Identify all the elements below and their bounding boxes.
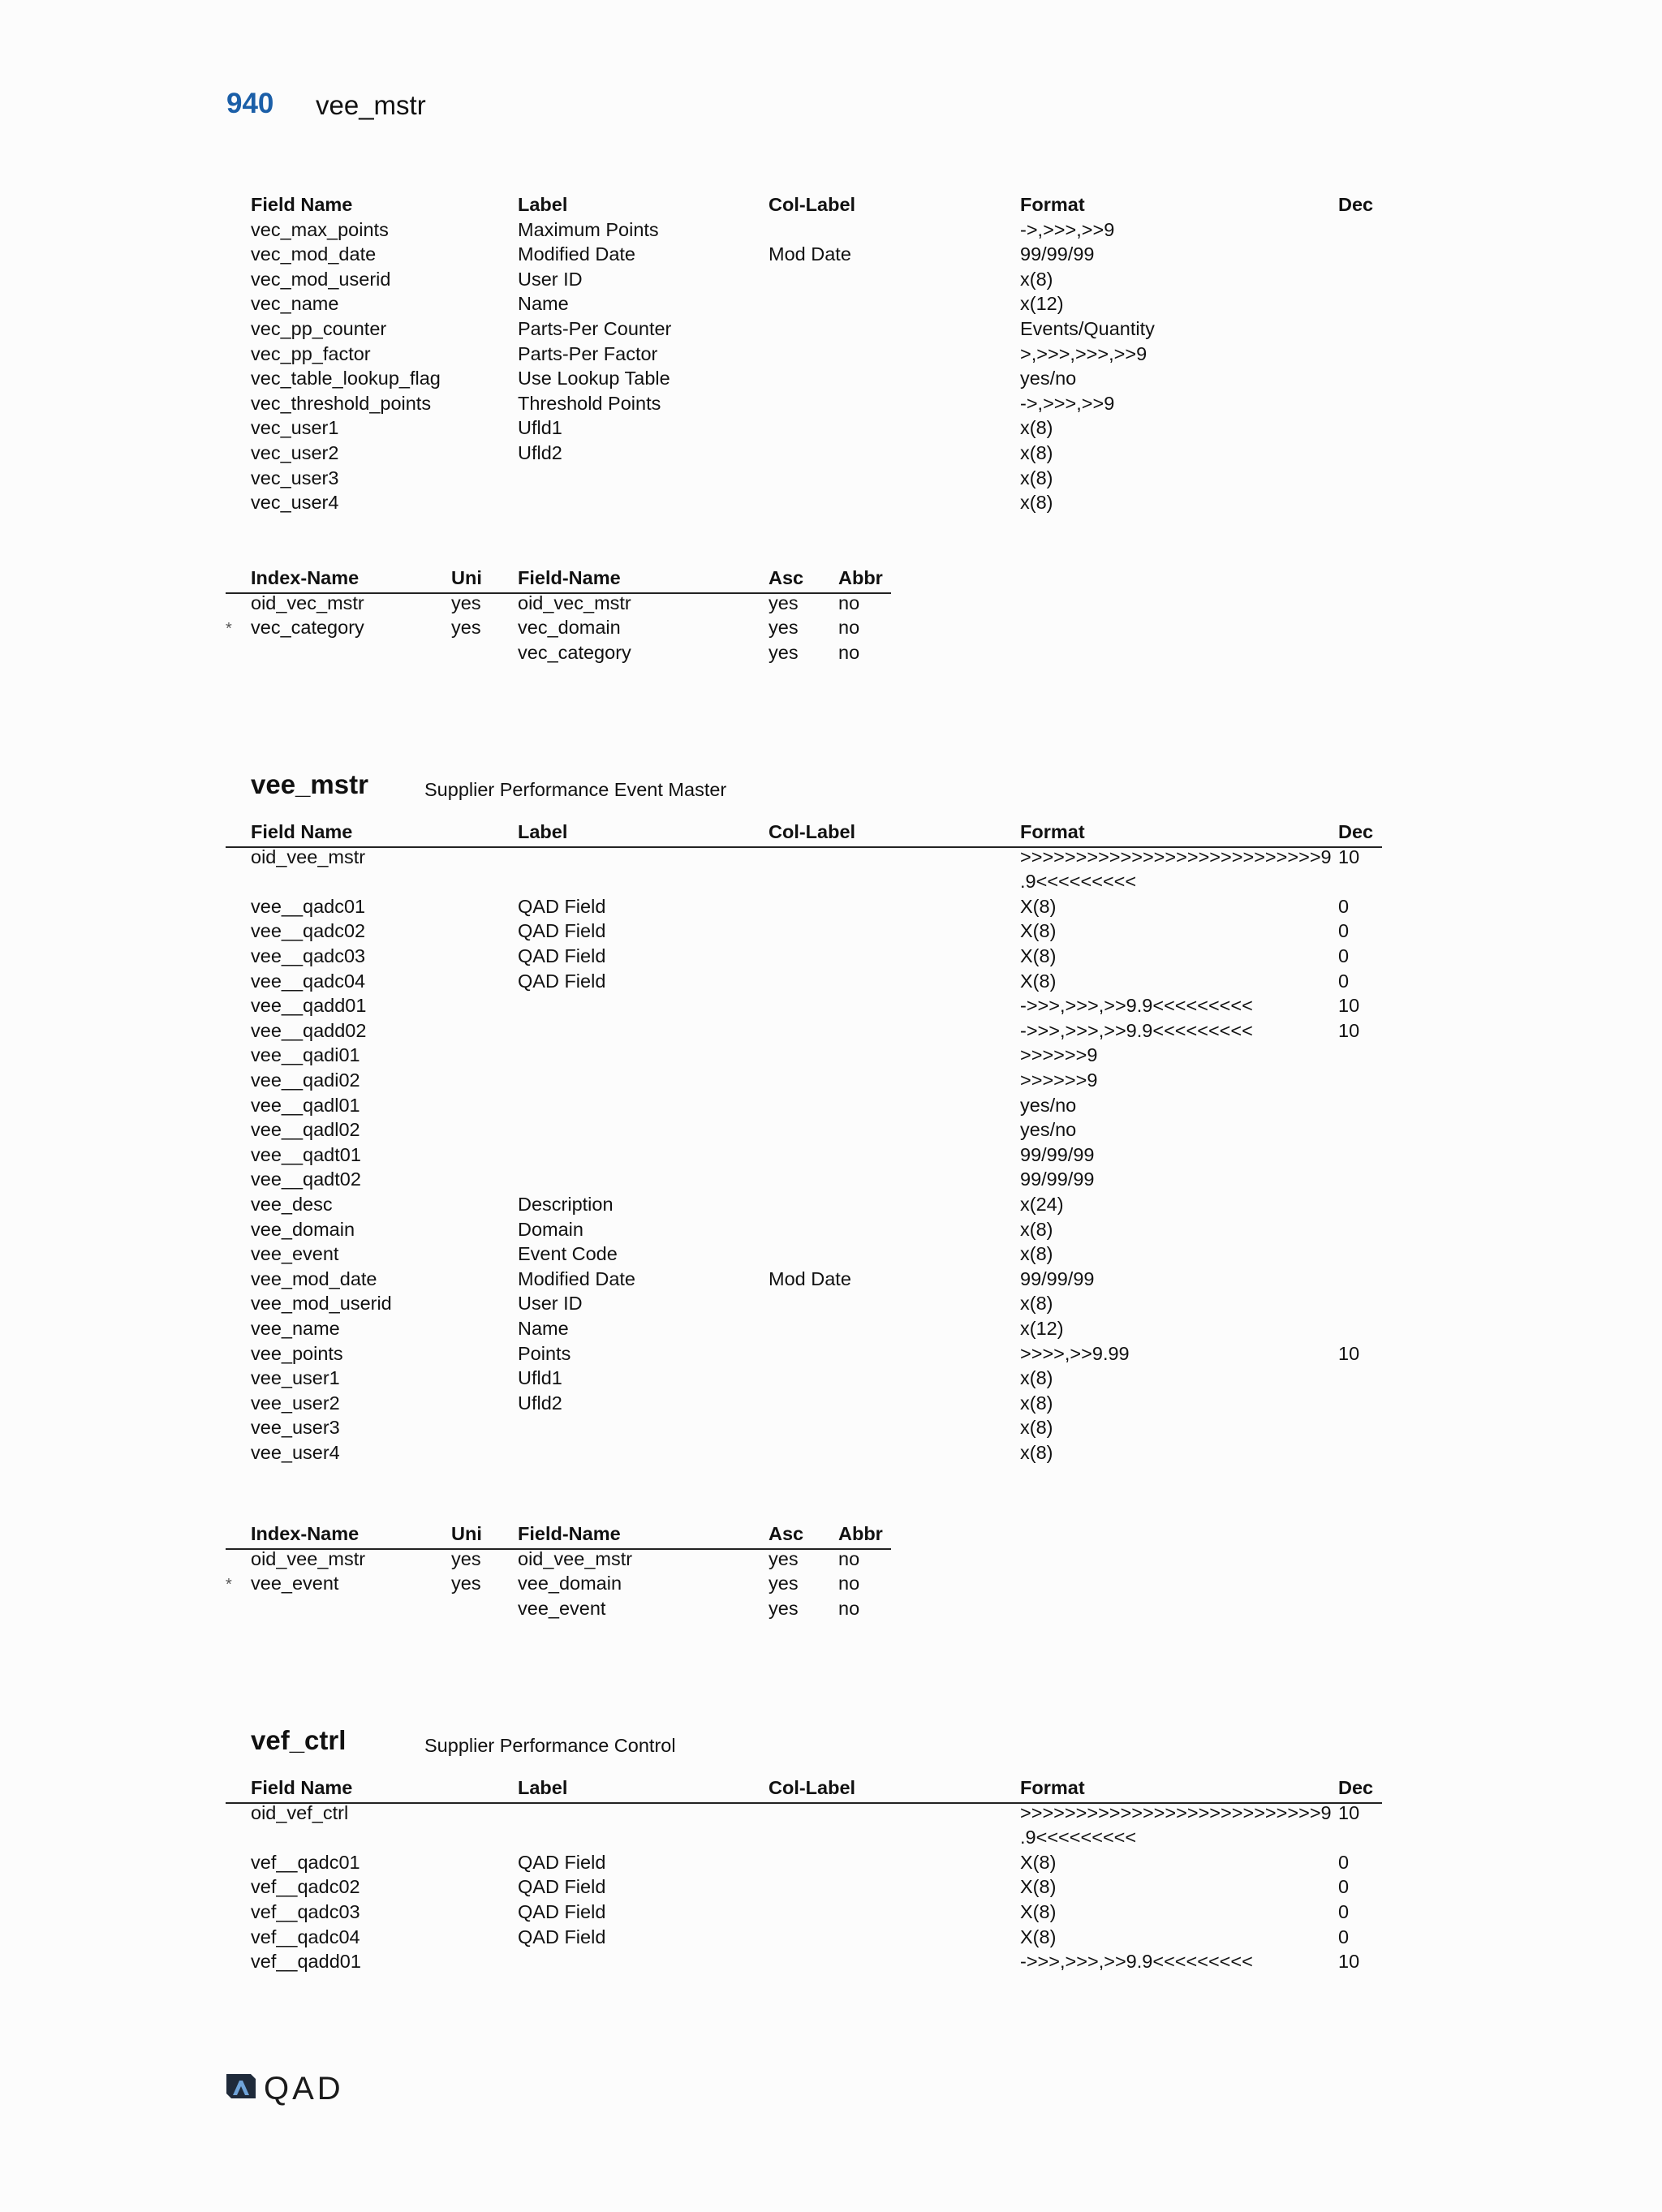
index-name-cell: vee_event (251, 1573, 339, 1594)
field-name-cell: vee_user3 (251, 1417, 340, 1439)
page-title: vee_mstr (316, 90, 426, 120)
table-row (226, 467, 1382, 493)
dec-cell: 0 (1338, 895, 1350, 917)
column-header: Label (518, 821, 568, 842)
format-cell: ->>>,>>>,>>9.9<<<<<<<<< (1020, 1951, 1253, 1973)
table-row (226, 1219, 1382, 1244)
index-row (226, 1548, 891, 1573)
vec-index-table (226, 567, 891, 666)
ascending-cell: yes (769, 1597, 799, 1619)
table-row (226, 1901, 1382, 1926)
format-cell: X(8) (1020, 895, 1057, 917)
table-row (226, 970, 1382, 996)
label-cell: Event Code (518, 1243, 618, 1265)
format-cell: x(12) (1020, 293, 1064, 315)
format-cell: >>>>>>>>>>>>>>>>>>>>>>>>>>>9 (1020, 1801, 1332, 1823)
table-row (226, 945, 1382, 970)
column-header: Format (1020, 1777, 1085, 1798)
format-cell: >>>>>>9 (1020, 1044, 1098, 1066)
table-header-row (226, 567, 891, 594)
format-cell: X(8) (1020, 1901, 1057, 1922)
index-name-cell: oid_vee_mstr (251, 1547, 366, 1569)
table-row (226, 896, 1382, 921)
field-name-cell: vec_user2 (251, 442, 339, 463)
format-cell: >>>>>>9 (1020, 1069, 1098, 1091)
label-cell: User ID (518, 1293, 583, 1315)
field-name-cell: vee_user4 (251, 1442, 340, 1463)
index-field-cell: oid_vee_mstr (518, 1547, 633, 1569)
field-name-cell: vee__qadt01 (251, 1143, 361, 1165)
field-name-cell: vee__qadc02 (251, 920, 366, 942)
label-cell: Maximum Points (518, 218, 659, 240)
field-name-cell: vec_mod_userid (251, 268, 391, 290)
label-cell: Domain (518, 1218, 583, 1240)
format-cell: yes/no (1020, 368, 1077, 389)
field-name-cell: vec_user1 (251, 417, 339, 439)
label-cell: User ID (518, 268, 583, 290)
table-row (226, 1243, 1382, 1268)
format-cell: ->>>,>>>,>>9.9<<<<<<<<< (1020, 995, 1253, 1017)
format-cell: X(8) (1020, 970, 1057, 992)
field-name-cell: vee_name (251, 1318, 340, 1339)
table-row (226, 442, 1382, 467)
vee-field-table (226, 821, 1382, 1467)
ascending-cell: yes (769, 592, 799, 613)
field-name-cell: vec_pp_counter (251, 318, 387, 339)
table-row (226, 1827, 1382, 1852)
field-name-cell: vee_mod_userid (251, 1293, 392, 1315)
index-row (226, 617, 891, 642)
table-row (226, 1852, 1382, 1877)
field-name-cell: vef__qadc04 (251, 1926, 360, 1947)
dec-cell: 0 (1338, 1876, 1350, 1898)
dec-cell: 0 (1338, 1901, 1350, 1922)
table-header-row (226, 821, 1382, 848)
field-name-cell: vee_user2 (251, 1392, 340, 1414)
table-title: vee_mstr (251, 769, 368, 799)
table-row (226, 1020, 1382, 1045)
table-row (226, 343, 1382, 368)
column-header: Col-Label (769, 194, 856, 215)
format-cell: yes/no (1020, 1094, 1077, 1116)
primary-index-marker: * (226, 1576, 232, 1594)
abbreviated-cell: no (838, 1573, 860, 1594)
format-cell: x(8) (1020, 492, 1053, 514)
abbreviated-cell: no (838, 1547, 860, 1569)
table-row (226, 1343, 1382, 1368)
column-header: Label (518, 1777, 568, 1798)
unique-cell: yes (451, 1573, 481, 1594)
label-cell: QAD Field (518, 970, 606, 992)
table-description: Supplier Performance Event Master (424, 779, 727, 800)
format-cell: yes/no (1020, 1119, 1077, 1141)
format-cell: Events/Quantity (1020, 318, 1155, 339)
table-row (226, 1392, 1382, 1418)
format-cell: x(8) (1020, 1442, 1053, 1463)
column-header: Abbr (838, 1523, 883, 1544)
dec-cell: 0 (1338, 945, 1350, 966)
label-cell: QAD Field (518, 1876, 606, 1898)
table-description: Supplier Performance Control (424, 1735, 676, 1756)
table-row (226, 1144, 1382, 1169)
col-label-cell: Mod Date (769, 1267, 851, 1289)
index-row (226, 592, 891, 618)
table-row (226, 293, 1382, 318)
format-cell: ->,>>>,>>9 (1020, 218, 1115, 240)
table-row (226, 417, 1382, 442)
format-cell: x(8) (1020, 442, 1053, 463)
table-row (226, 1876, 1382, 1901)
format-cell: >>>>,>>9.99 (1020, 1342, 1130, 1364)
field-name-cell: vee__qadl02 (251, 1119, 360, 1141)
dec-cell: 10 (1338, 995, 1360, 1017)
label-cell: Modified Date (518, 243, 635, 265)
format-cell: x(8) (1020, 1392, 1053, 1414)
table-row (226, 846, 1382, 871)
label-cell: QAD Field (518, 1851, 606, 1873)
format-cell: X(8) (1020, 1851, 1057, 1873)
table-row (226, 995, 1382, 1020)
dec-cell: 10 (1338, 846, 1360, 867)
column-header: Field Name (251, 1777, 353, 1798)
format-cell: 99/99/99 (1020, 243, 1095, 265)
column-header: Label (518, 194, 568, 215)
index-field-cell: vec_category (518, 641, 631, 663)
format-cell: x(24) (1020, 1194, 1064, 1215)
format-cell: x(12) (1020, 1318, 1064, 1339)
table-header-row (226, 194, 1382, 219)
table-row (226, 1119, 1382, 1144)
field-name-cell: vec_mod_date (251, 243, 377, 265)
format-cell: .9<<<<<<<<< (1020, 1827, 1137, 1848)
unique-cell: yes (451, 1547, 481, 1569)
unique-cell: yes (451, 592, 481, 613)
primary-index-marker: * (226, 620, 232, 639)
label-cell: Ufld1 (518, 417, 562, 439)
label-cell: Threshold Points (518, 392, 661, 414)
table-header-row (226, 1777, 1382, 1804)
field-name-cell: vec_table_lookup_flag (251, 368, 441, 389)
col-label-cell: Mod Date (769, 243, 851, 265)
column-header: Abbr (838, 567, 883, 588)
field-name-cell: oid_vee_mstr (251, 846, 366, 867)
index-field-cell: vee_domain (518, 1573, 622, 1594)
table-header-row (226, 1523, 891, 1550)
format-cell: x(8) (1020, 1367, 1053, 1389)
table-row (226, 1268, 1382, 1293)
column-header: Uni (451, 567, 482, 588)
field-name-cell: vec_user4 (251, 492, 339, 514)
label-cell: Ufld1 (518, 1367, 562, 1389)
field-name-cell: vef__qadc02 (251, 1876, 360, 1898)
logo-text: QAD (264, 2071, 344, 2107)
table-row (226, 920, 1382, 945)
field-name-cell: vee_event (251, 1243, 339, 1265)
format-cell: 99/99/99 (1020, 1267, 1095, 1289)
format-cell: >>>>>>>>>>>>>>>>>>>>>>>>>>>9 (1020, 846, 1332, 867)
field-name-cell: vee_desc (251, 1194, 333, 1215)
format-cell: x(8) (1020, 1218, 1053, 1240)
table-row (226, 1044, 1382, 1069)
label-cell: Modified Date (518, 1267, 635, 1289)
column-header: Dec (1338, 821, 1374, 842)
field-name-cell: vee__qadl01 (251, 1094, 360, 1116)
table-row (226, 1802, 1382, 1827)
table-row (226, 871, 1382, 896)
dec-cell: 0 (1338, 970, 1350, 992)
index-field-cell: vee_event (518, 1597, 606, 1619)
format-cell: >,>>>,>>>,>>9 (1020, 342, 1147, 364)
label-cell: Description (518, 1194, 614, 1215)
ascending-cell: yes (769, 1573, 799, 1594)
dec-cell: 10 (1338, 1342, 1360, 1364)
label-cell: Ufld2 (518, 1392, 562, 1414)
label-cell: QAD Field (518, 945, 606, 966)
format-cell: x(8) (1020, 1293, 1053, 1315)
table-row (226, 1926, 1382, 1952)
table-row (226, 1293, 1382, 1318)
column-header: Index-Name (251, 567, 360, 588)
dec-cell: 10 (1338, 1951, 1360, 1973)
index-row (226, 642, 891, 667)
index-field-cell: vec_domain (518, 617, 621, 639)
column-header: Field-Name (518, 1523, 621, 1544)
qad-logo-icon (225, 2071, 257, 2102)
abbreviated-cell: no (838, 1597, 860, 1619)
field-name-cell: vec_max_points (251, 218, 389, 240)
table-row (226, 1417, 1382, 1442)
field-name-cell: vee__qadc04 (251, 970, 366, 992)
vec-field-table (226, 194, 1382, 517)
table-row (226, 1367, 1382, 1392)
field-name-cell: vec_threshold_points (251, 392, 432, 414)
field-name-cell: vee_user1 (251, 1367, 340, 1389)
vee-index-table (226, 1523, 891, 1622)
label-cell: QAD Field (518, 1926, 606, 1947)
column-header: Field Name (251, 194, 353, 215)
table-row (226, 1442, 1382, 1467)
ascending-cell: yes (769, 641, 799, 663)
abbreviated-cell: no (838, 592, 860, 613)
column-header: Uni (451, 1523, 482, 1544)
column-header: Field-Name (518, 567, 621, 588)
label-cell: QAD Field (518, 920, 606, 942)
index-name-cell: vec_category (251, 617, 364, 639)
label-cell: Use Lookup Table (518, 368, 670, 389)
abbreviated-cell: no (838, 617, 860, 639)
format-cell: ->>>,>>>,>>9.9<<<<<<<<< (1020, 1019, 1253, 1041)
index-field-cell: oid_vec_mstr (518, 592, 631, 613)
table-row (226, 1168, 1382, 1194)
column-header: Col-Label (769, 821, 856, 842)
field-name-cell: vee__qadi01 (251, 1044, 360, 1066)
table-row (226, 1318, 1382, 1343)
column-header: Col-Label (769, 1777, 856, 1798)
format-cell: x(8) (1020, 1417, 1053, 1439)
table-row (226, 1095, 1382, 1120)
dec-cell: 0 (1338, 1926, 1350, 1947)
field-name-cell: vec_user3 (251, 467, 339, 488)
table-row (226, 368, 1382, 393)
column-header: Asc (769, 567, 804, 588)
column-header: Format (1020, 821, 1085, 842)
dec-cell: 0 (1338, 1851, 1350, 1873)
label-cell: QAD Field (518, 895, 606, 917)
label-cell: Ufld2 (518, 442, 562, 463)
table-row (226, 318, 1382, 343)
format-cell: x(8) (1020, 1243, 1053, 1265)
field-name-cell: vee_domain (251, 1218, 355, 1240)
format-cell: x(8) (1020, 268, 1053, 290)
column-header: Asc (769, 1523, 804, 1544)
column-header: Field Name (251, 821, 353, 842)
field-name-cell: vee__qadt02 (251, 1168, 361, 1190)
table-title: vef_ctrl (251, 1725, 347, 1755)
label-cell: QAD Field (518, 1901, 606, 1922)
field-name-cell: vee_points (251, 1342, 343, 1364)
field-name-cell: vec_name (251, 293, 339, 315)
abbreviated-cell: no (838, 641, 860, 663)
table-row (226, 393, 1382, 418)
field-name-cell: vee_mod_date (251, 1267, 377, 1289)
table-row (226, 219, 1382, 244)
table-row (226, 492, 1382, 517)
label-cell: Parts-Per Factor (518, 342, 658, 364)
field-name-cell: vee__qadi02 (251, 1069, 360, 1091)
ascending-cell: yes (769, 1547, 799, 1569)
format-cell: X(8) (1020, 1926, 1057, 1947)
format-cell: x(8) (1020, 467, 1053, 488)
format-cell: X(8) (1020, 920, 1057, 942)
vef-field-table (226, 1777, 1382, 1976)
field-name-cell: vef__qadc01 (251, 1851, 360, 1873)
field-name-cell: vee__qadc01 (251, 895, 366, 917)
label-cell: Parts-Per Counter (518, 318, 672, 339)
format-cell: .9<<<<<<<<< (1020, 871, 1137, 893)
column-header: Index-Name (251, 1523, 360, 1544)
table-row (226, 1069, 1382, 1095)
format-cell: X(8) (1020, 945, 1057, 966)
format-cell: x(8) (1020, 417, 1053, 439)
field-name-cell: vee__qadc03 (251, 945, 366, 966)
field-name-cell: vee__qadd01 (251, 995, 367, 1017)
page-number: 940 (226, 88, 274, 119)
dec-cell: 10 (1338, 1801, 1360, 1823)
field-name-cell: vec_pp_factor (251, 342, 371, 364)
label-cell: Name (518, 293, 569, 315)
format-cell: 99/99/99 (1020, 1168, 1095, 1190)
field-name-cell: vef__qadd01 (251, 1951, 361, 1973)
table-row (226, 1951, 1382, 1976)
format-cell: 99/99/99 (1020, 1143, 1095, 1165)
index-row (226, 1573, 891, 1598)
label-cell: Points (518, 1342, 571, 1364)
dec-cell: 0 (1338, 920, 1350, 942)
field-name-cell: vef__qadc03 (251, 1901, 360, 1922)
field-name-cell: oid_vef_ctrl (251, 1801, 349, 1823)
ascending-cell: yes (769, 617, 799, 639)
format-cell: X(8) (1020, 1876, 1057, 1898)
column-header: Format (1020, 194, 1085, 215)
index-row (226, 1598, 891, 1623)
table-row (226, 243, 1382, 269)
label-cell: Name (518, 1318, 569, 1339)
column-header: Dec (1338, 1777, 1374, 1798)
table-row (226, 269, 1382, 294)
field-name-cell: vee__qadd02 (251, 1019, 367, 1041)
dec-cell: 10 (1338, 1019, 1360, 1041)
index-name-cell: oid_vec_mstr (251, 592, 364, 613)
column-header: Dec (1338, 194, 1374, 215)
unique-cell: yes (451, 617, 481, 639)
format-cell: ->,>>>,>>9 (1020, 392, 1115, 414)
table-row (226, 1194, 1382, 1219)
